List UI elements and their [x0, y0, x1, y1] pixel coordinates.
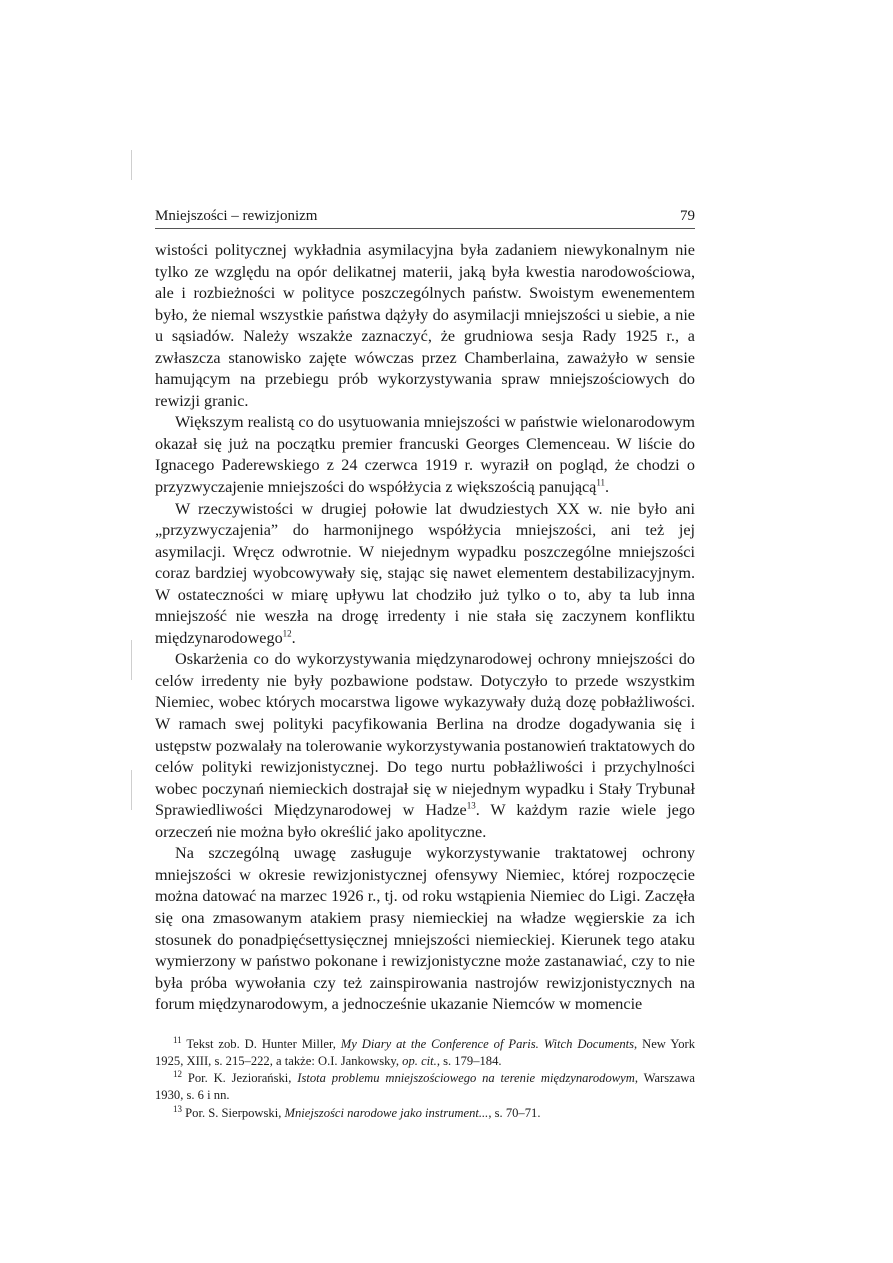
- text-run: .: [605, 478, 610, 497]
- text-run: Por. S. Sierpowski,: [182, 1105, 285, 1120]
- body-text: [155, 240, 695, 1016]
- book-page: [155, 204, 695, 1122]
- paragraph: [155, 240, 695, 412]
- footnote-reference: 13: [466, 800, 476, 811]
- italic-title: Mniejszości narodowe jako instrument...: [284, 1105, 489, 1120]
- text-run: Tekst zob. D. Hunter Miller,: [181, 1036, 341, 1051]
- text-run: , s. 179–184.: [436, 1053, 502, 1068]
- italic-title: My Diary at the Conference of Paris. Witch Documents: [340, 1036, 635, 1051]
- footnote-reference: 11: [596, 477, 606, 488]
- text-run: W rzeczywistości w drugiej połowie lat dwudziestych XX w. nie było ani „przyzwyczajenia” do harmonijnego współżycia mniejszości, ani też jej asymilacji. Wręcz odwrotnie. W niejednym wypadku poszczególne mniejszości coraz bardziej wyobcowywały się, stając się nawet elementem destabilizacyjnym. W ostateczności w miarę upływu lat chodziło już tylko o to, aby ta lub inna mniejszość nie weszła na drogę irredenty i nie stała się zaczynem konfliktu międzynarodowego: [155, 499, 695, 647]
- italic-title: op. cit.: [402, 1053, 437, 1068]
- footnote: [155, 1036, 695, 1070]
- footnote-number: 11: [173, 1034, 182, 1045]
- footnote: [155, 1105, 695, 1122]
- text-run: Na szczególną uwagę zasługuje wykorzystywanie traktatowej ochrony mniejszości w okresie rewizjonistycznej ofensywy Niemiec, której rozpoczęcie można datować na marzec 1926 r., tj. od roku wstąpienia Niemiec do Ligi. Zaczęła się ona zmasowanym atakiem prasy niemieckiej na władze węgierskie za ich stosunek do ponadpięćsettysięcznej mniejszości niemieckiej. Kierunek tego ataku wymierzony w państwo pokonane i rewizjonistyczne może zastanawiać, czy to nie była próba wywołania czy też zainspirowania nastrojów rewizjonistycznych na forum międzynarodowym, a jednocześnie ukazanie Niemców w momencie: [155, 844, 695, 1014]
- running-head: [155, 204, 695, 229]
- text-run: , s. 70–71.: [488, 1105, 541, 1120]
- text-run: , Warszawa 1930, s. 6 i nn.: [155, 1071, 695, 1103]
- paragraph: [155, 412, 695, 498]
- text-run: wistości politycznej wykładnia asymilacyjna była zadaniem niewykonalnym nie tylko ze względu na opór delikatnej materii, jaką była kwestia narodowościowa, ale i rozbieżności w polityce poszczególnych państw. Swoistym ewenementem było, że niemal wszystkie państwa dążyły do asymilacji mniejszości u siebie, a nie u sąsiadów. Należy wszakże zaznaczyć, że grudniowa sesja Rady 1925 r., a zwłaszcza stanowisko zajęte wówczas przez Chamberlaina, zaważyło w sensie hamującym na przebiegu prób wykorzystywania spraw mniejszościowych do rewizji granic.: [155, 241, 695, 410]
- italic-title: Istota problemu mniejszościowego na terenie międzynarodowym: [297, 1071, 635, 1086]
- page-number: 79: [680, 208, 695, 224]
- text-run: .: [291, 628, 296, 647]
- running-head-title: Mniejszości – rewizjonizm: [155, 208, 318, 224]
- text-run: , New York 1925, XIII, s. 215–222, a także: O.I. Jankowsky,: [155, 1036, 695, 1068]
- paragraph: [155, 843, 695, 1015]
- footnote-number: 13: [173, 1103, 182, 1114]
- scan-margin-mark-2: [131, 640, 132, 680]
- paragraph: [155, 649, 695, 843]
- scan-margin-mark-1: [131, 150, 132, 180]
- footnote-number: 12: [173, 1068, 182, 1079]
- footnote-reference: 12: [282, 628, 292, 639]
- text-run: Por. K. Jeziorański,: [182, 1071, 298, 1086]
- footnotes: [155, 1036, 695, 1122]
- scan-margin-mark-3: [131, 770, 132, 810]
- text-run: Oskarżenia co do wykorzystywania międzynarodowej ochrony mniejszości do celów irredenty nie były pozbawione podstaw. Dotyczyło to przede wszystkim Niemiec, wobec których mocarstwa ligowe wykazywały dużą dozę pobłażliwości. W ramach swej polityki pacyfikowania Berlina na drodze dogadywania się i ustępstw pozwalały na tolerowanie wykorzystywania postanowień traktatowych do celów polityki rewizjonistycznej. Do tego nurtu pobłażliwości i przychylności wobec poczynań niemieckich dostrajał się w niejednym wypadku i Stały Trybunał Sprawiedliwości Międzynarodowej w Hadze: [155, 650, 695, 820]
- text-run: . W każdym razie wiele jego orzeczeń nie można było określić jako apolityczne.: [155, 801, 695, 841]
- footnote: [155, 1070, 695, 1104]
- text-run: Większym realistą co do usytuowania mniejszości w państwie wielonarodowym okazał się już na początku premier francuski Georges Clemenceau. W liście do Ignacego Paderewskiego z 24 czerwca 1919 r. wyraził on pogląd, że chodzi o przyzwyczajenie mniejszości do współżycia z większością panującą: [155, 413, 695, 497]
- paragraph: [155, 499, 695, 650]
